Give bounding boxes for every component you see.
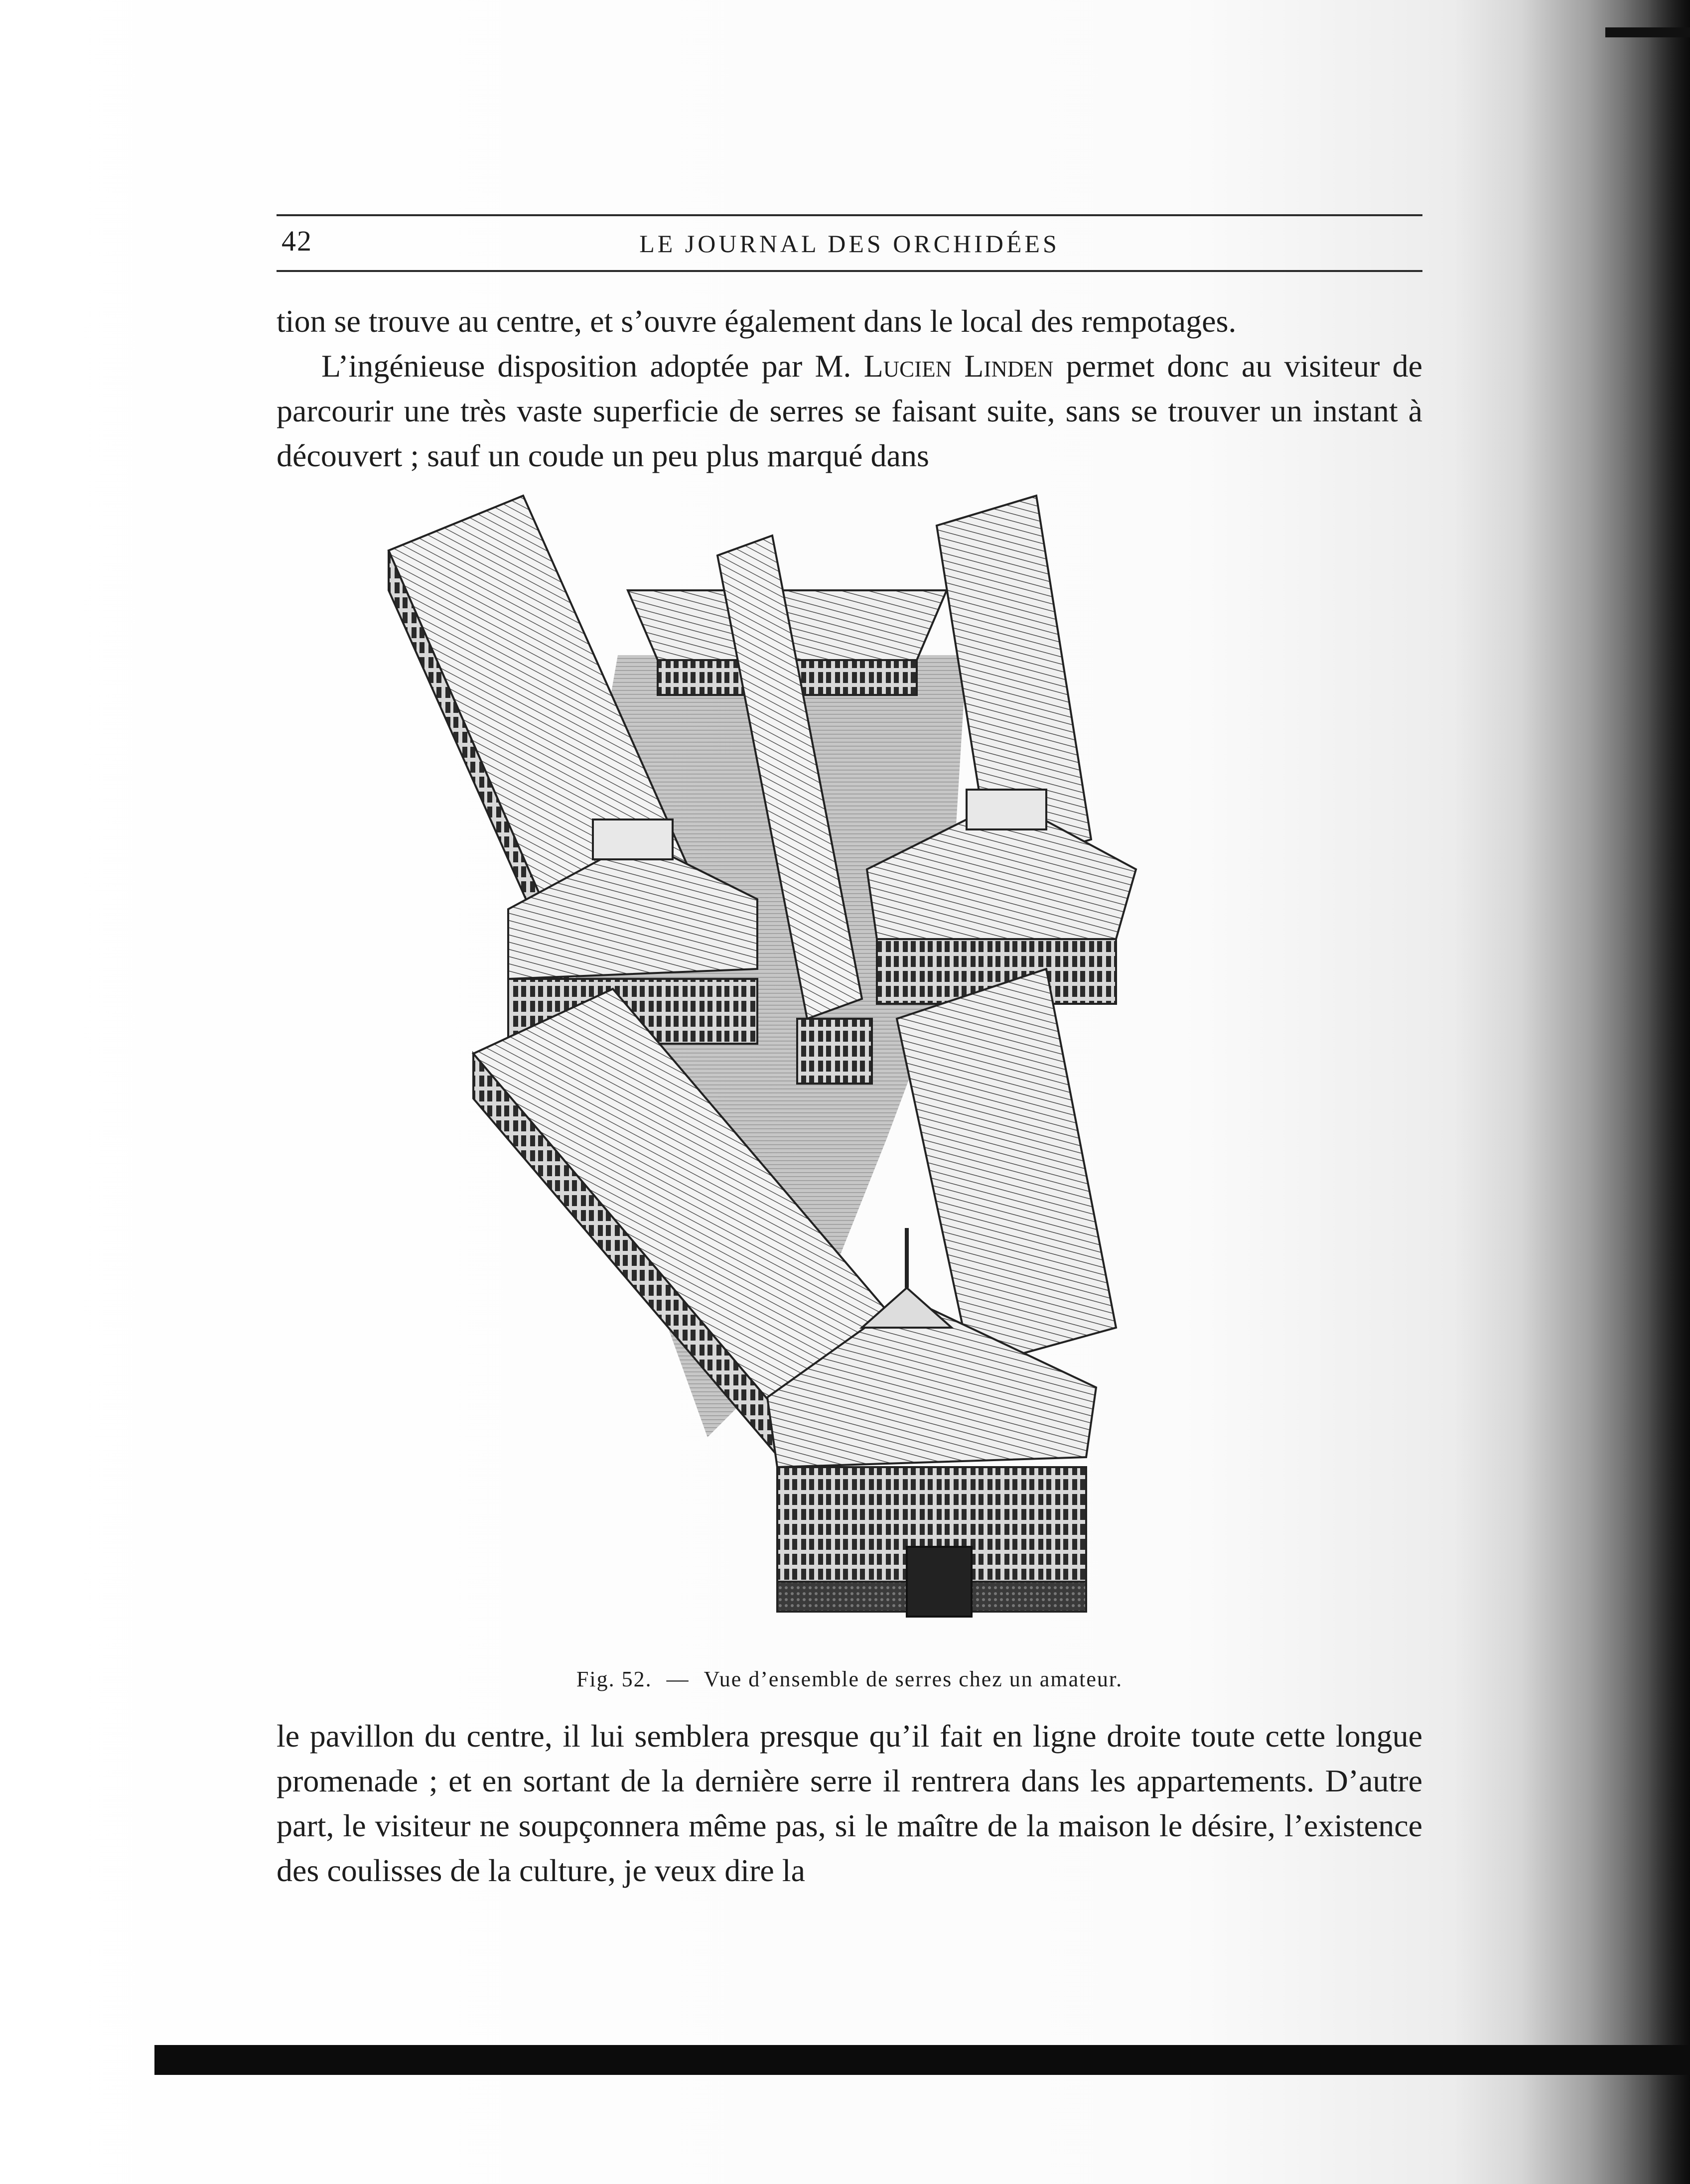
figure-label: Fig. 52.: [576, 1667, 652, 1691]
page-number: 42: [282, 225, 312, 257]
person-name: Lucien Linden: [863, 348, 1054, 384]
scan-bottom-edge: [154, 2045, 1690, 2075]
header-rule-bottom: [277, 270, 1422, 272]
greenhouse-engraving: [359, 491, 1270, 1661]
paragraph-continued: tion se trouve au centre, et s’ouvre également dans le local des rempotages.: [277, 303, 1237, 339]
front-pavilion-entrance: [907, 1547, 972, 1617]
figure-dash: —: [666, 1667, 690, 1691]
paragraph-linden-end: permet donc au visiteur de parcourir une très vaste superficie de serres se faisant suite, sans se trouver un instant à découvert ; sauf un coude un peu plus marqué dans: [277, 348, 1423, 473]
body-text-bottom: [277, 1714, 1422, 1893]
paragraph-linden: [277, 344, 1422, 478]
page-header: [277, 214, 1422, 274]
figure-caption: [277, 1666, 1422, 1692]
paragraph-promenade: le pavillon du centre, il lui semblera presque qu’il fait en ligne droite toute cette longue promenade ; et en sortant de la dernière serre il rentrera dans les appartements. D’autre part, le visiteur ne soupçonnera même pas, si le maître de la maison le désire, l’existence des coulisses de la culture, je veux dire la: [277, 1718, 1422, 1888]
running-title: LE JOURNAL DES ORCHIDÉES: [639, 230, 1060, 258]
paragraph-linden-start: L’ingénieuse disposition adoptée par M.: [321, 348, 864, 384]
greenhouse-illustration: [359, 491, 1270, 1661]
scan-edge-mark: [1605, 27, 1690, 37]
body-text-top: [277, 299, 1422, 478]
binding-shadow: [1521, 0, 1690, 2184]
right-pavilion-lantern: [967, 790, 1046, 829]
figure-caption-text: Vue d’ensemble de serres chez un amateur.: [704, 1667, 1123, 1691]
middle-greenhouse-end: [797, 1019, 872, 1084]
header-rule-top: [277, 214, 1422, 216]
left-pavilion-lantern: [593, 819, 673, 859]
